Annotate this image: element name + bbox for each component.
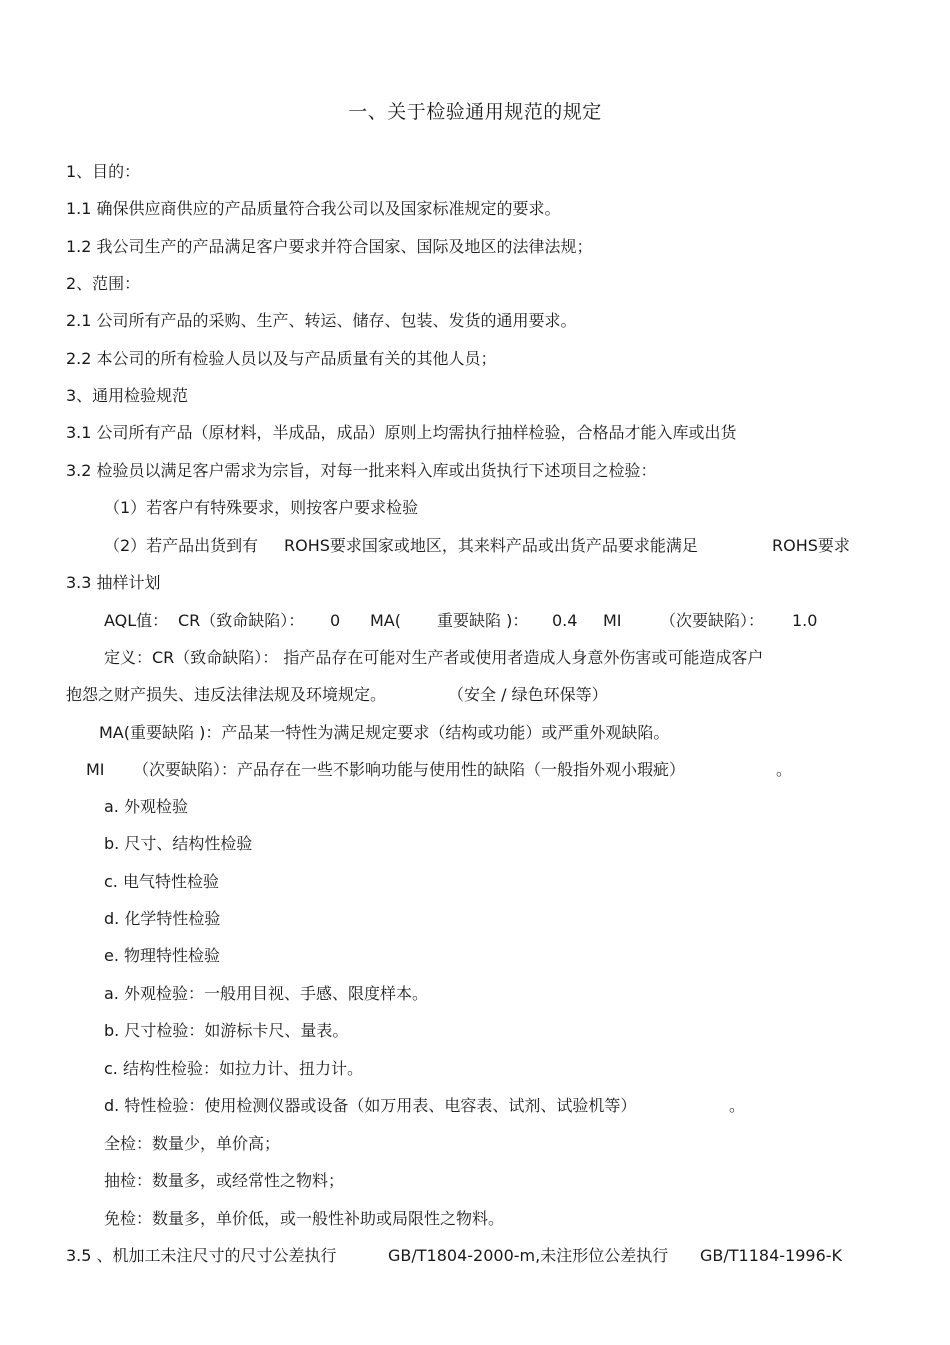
inspection-method-c: c. 结构性检验：如拉力计、扭力计。 — [104, 1059, 363, 1078]
paragraph-3-5-part-b: GB/T1804-2000-m,未注形位公差执行 — [388, 1246, 669, 1265]
aql-mi-name: （次要缺陷）： — [660, 611, 765, 630]
inspection-method-d-period: 。 — [729, 1096, 746, 1115]
paragraph-1-2: 1.2 我公司生产的产品满足客户要求并符合国家、国际及地区的法律法规； — [66, 237, 593, 256]
inspection-method-b: b. 尺寸检验：如游标卡尺、量表。 — [104, 1021, 349, 1040]
definition-cr-note: （安全 / 绿色环保等） — [448, 685, 608, 704]
aql-mi-value: 1.0 — [792, 611, 818, 630]
paragraph-3-2: 3.2 检验员以满足客户需求为宗旨，对每一批来料入库或出货执行下述项目之检验： — [66, 461, 657, 480]
definition-ma: MA(重要缺陷 )：产品某一特性为满足规定要求（结构或功能）或严重外观缺陷。 — [99, 723, 670, 742]
inspection-type-d: d. 化学特性检验 — [104, 909, 221, 928]
requirement-item-2-part-b: ROHS要求国家或地区，其来料产品或出货产品要求能满足 — [284, 536, 698, 555]
paragraph-2-1: 2.1 公司所有产品的采购、生产、转运、储存、包装、发货的通用要求。 — [66, 311, 577, 330]
definition-cr-line-1: 定义：CR（致命缺陷）： 指产品存在可能对生产者或使用者造成人身意外伤害或可能造成客户 — [104, 648, 764, 667]
paragraph-3-5-part-c: GB/T1184-1996-K — [700, 1246, 843, 1265]
requirement-item-2-part-a: （2）若产品出货到有 — [104, 536, 259, 555]
requirement-item-2-part-c: ROHS要求 — [772, 536, 850, 555]
paragraph-1-1: 1.1 确保供应商供应的产品质量符合我公司以及国家标准规定的要求。 — [66, 199, 561, 218]
inspection-type-e: e. 物理特性检验 — [104, 946, 221, 965]
inspection-method-d: d. 特性检验：使用检测仪器或设备（如万用表、电容表、试剂、试验机等） — [104, 1096, 637, 1115]
inspection-type-a: a. 外观检验 — [104, 797, 188, 816]
aql-cr-label: CR（致命缺陷）： — [178, 611, 305, 630]
page-title: 一、关于检验通用规范的规定 — [348, 101, 602, 123]
section-1-heading: 1、目的： — [66, 162, 141, 181]
section-3-heading: 3、通用检验规范 — [66, 386, 189, 405]
paragraph-2-2: 2.2 本公司的所有检验人员以及与产品质量有关的其他人员； — [66, 349, 497, 368]
paragraph-3-1: 3.1 公司所有产品（原材料，半成品，成品）原则上均需执行抽样检验，合格品才能入库或出货 — [66, 423, 737, 442]
paragraph-3-5-part-a: 3.5 、机加工未注尺寸的尺寸公差执行 — [66, 1246, 337, 1265]
requirement-item-1: （1）若客户有特殊要求，则按客户要求检验 — [104, 498, 419, 517]
full-inspection: 全检：数量少，单价高； — [104, 1134, 281, 1153]
sampling-inspection: 抽检：数量多，或经常性之物料； — [104, 1171, 345, 1190]
aql-label: AQL值： — [104, 611, 169, 630]
inspection-type-b: b. 尺寸、结构性检验 — [104, 834, 253, 853]
inspection-method-a: a. 外观检验：一般用目视、手感、限度样本。 — [104, 984, 428, 1003]
definition-cr-line-2: 抱怨之财产损失、违反法律法规及环境规定。 — [66, 685, 387, 704]
aql-ma-value: 0.4 — [552, 611, 578, 630]
definition-mi-label: MI — [86, 760, 105, 779]
definition-mi-text: （次要缺陷）：产品存在一些不影响功能与使用性的缺陷（一般指外观小瑕疵） — [133, 760, 686, 779]
paragraph-3-3: 3.3 抽样计划 — [66, 573, 161, 592]
definition-mi-period: 。 — [776, 760, 793, 779]
aql-ma-name: 重要缺陷 )： — [437, 611, 529, 630]
aql-mi-label: MI — [603, 611, 622, 630]
inspection-type-c: c. 电气特性检验 — [104, 872, 219, 891]
section-2-heading: 2、范围： — [66, 274, 141, 293]
exempt-inspection: 免检：数量多，单价低，或一般性补助或局限性之物料。 — [104, 1209, 505, 1228]
aql-cr-value: 0 — [330, 611, 341, 630]
aql-ma-label: MA( — [370, 611, 401, 630]
